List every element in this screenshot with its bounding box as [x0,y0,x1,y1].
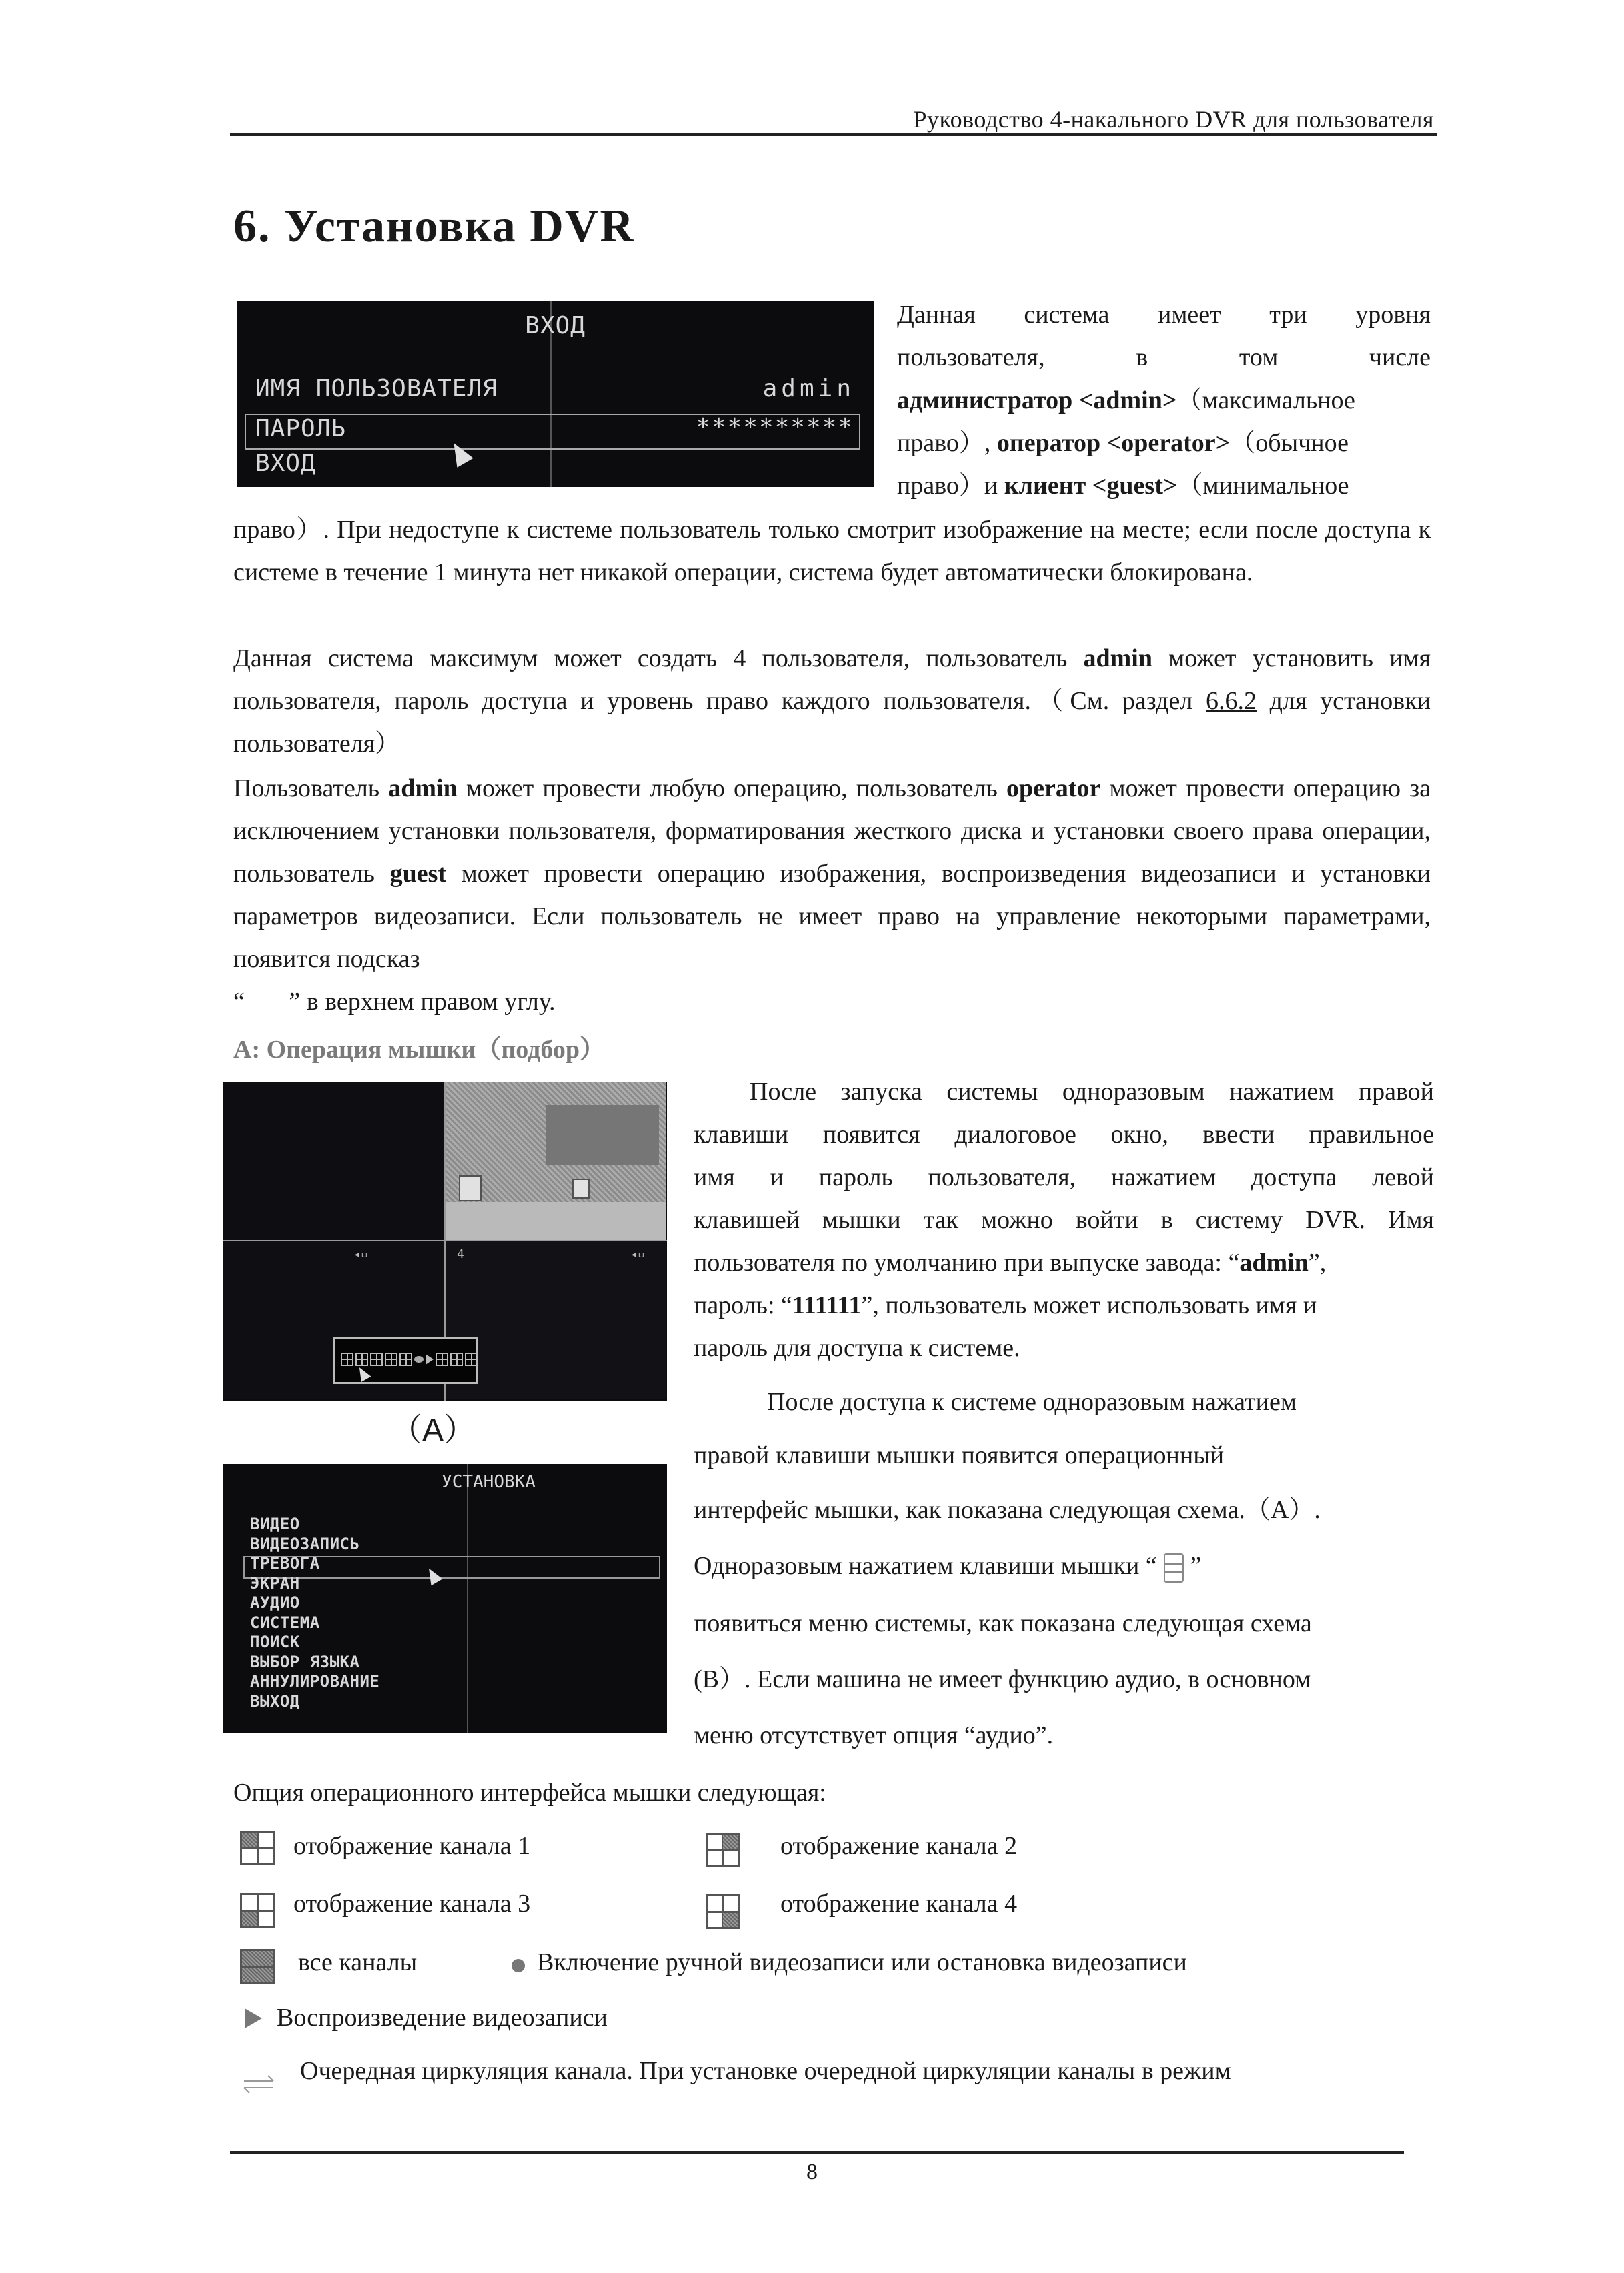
scene-object [572,1179,590,1199]
text: для установки пользователя） [233,687,1431,758]
text: пароль: “ [694,1291,792,1319]
scene-floor [446,1202,666,1240]
channel-4-view [446,1241,666,1399]
admin-role-desc: （максимальное [1176,386,1355,414]
menu-item: ЭКРАН [250,1573,300,1593]
scene-window [546,1105,659,1165]
text: ” [1190,1552,1202,1580]
intro-line-3 [897,379,1431,422]
admin-keyword: admin [388,774,458,802]
channel-1-view [223,1082,444,1240]
channel-2-camera-view [446,1082,666,1240]
menu-para-line-4 [694,1545,1434,1587]
login-para-line-6 [694,1284,1434,1327]
option-channel-3: отображение канала 3 [293,1889,531,1918]
username-value: admin [762,375,855,402]
menu-item: ВЫБОР ЯЗЫКА [250,1652,360,1671]
intro-line-4 [897,422,1431,464]
option-channel-4: отображение канала 4 [780,1889,1018,1918]
section-link[interactable]: 6.6.2 [1205,687,1257,715]
guest-keyword: guest [389,860,447,888]
text: ”, пользователь может использовать имя и [861,1291,1317,1319]
setup-title: УСТАНОВКА [442,1472,536,1492]
channel-2-icon [355,1353,368,1366]
screen-divider [467,1464,468,1733]
login-para-line-1 [720,1070,1434,1113]
option-channel-2: отображение канала 2 [780,1832,1018,1860]
text: Пользователь [233,774,389,802]
login-button: ВХОД [255,450,316,477]
text: пользователя по умолчанию при выпуске завода: “ [694,1249,1240,1277]
cycle-icon [241,2073,276,2096]
text: Одноразовым нажатием клавиши мышки “ [694,1552,1157,1580]
text: может установить имя пользователя, пароль доступа и уровень право каждого пользователя.（См. раздел [233,644,1431,715]
text: может провести операцию за исключением установки пользователя, форматирования жесткого диска и установки своего права операции, пользователь [233,774,1431,888]
menu-item: ВИДЕОЗАПИСЬ [250,1534,360,1553]
page-number: 8 [806,2160,818,2184]
menu-item: АУДИО [250,1593,300,1612]
menu-icon [436,1353,448,1366]
password-label: ПАРОЛЬ [255,415,347,442]
mouse-toolbar [333,1337,478,1384]
login-para-line-3: имя и пароль пользователя, нажатием доступа левой [694,1163,1434,1191]
operator-role-desc: （обычное [1230,429,1349,457]
record-icon [414,1356,424,1363]
text: может провести любую операцию, пользователь [457,774,1006,802]
option-cycle: Очередная циркуляция канала. При установке очередной циркуляции каналы в режим [300,2057,1231,2085]
operator-role: оператор <operator> [996,429,1231,457]
intro-line-2: пользователя, в том числе [897,343,1431,371]
record-icon [512,1959,525,1972]
menu-item: ПОИСК [250,1633,300,1651]
guest-role: клиент <guest> [1004,472,1178,500]
option-playback: Воспроизведение видеозаписи [277,2004,608,2032]
page-title: 6. Установка DVR [233,201,635,252]
menu-para-line-7: меню отсутствует опция “аудио”. [694,1721,1054,1749]
text: право）и [897,472,1004,500]
admin-keyword: admin [1083,644,1152,672]
login-title: ВХОД [525,312,586,339]
menu-item: СИСТЕМА [250,1613,320,1632]
menu-icon [450,1353,463,1366]
channel-1-icon [240,1831,275,1865]
text: После запуска системы одноразовым нажатием правой [750,1078,1434,1106]
channel-4-icon [385,1353,397,1366]
intro-line-1: Данная система имеет три уровня [897,301,1431,329]
scene-object [459,1175,482,1201]
option-channel-1: отображение канала 1 [293,1832,531,1860]
menu-para-line-1: После доступа к системе одноразовым нажатием [767,1388,1297,1416]
login-para-line-5 [694,1241,1447,1284]
rights-paragraph-end: “ ” в верхнем правом углу. [233,988,556,1016]
all-channels-icon [240,1949,275,1984]
cycle-icon [465,1353,478,1366]
footer-divider [230,2151,1404,2154]
text: может провести операцию изображения, воспроизведения видеозаписи и установки параметров видеозаписи. Если пользователь не имеет право на управление некоторыми параметрами, появится подсказ [233,860,1431,973]
option-record: Включение ручной видеозаписи или остановка видеозаписи [537,1948,1187,1976]
channel-1-icon [341,1353,353,1366]
default-username: admin [1239,1249,1309,1277]
all-channels-icon [399,1353,412,1366]
channel-3-icon [370,1353,383,1366]
menu-para-line-6: (B）. Если машина не имеет функцию аудио, в основном [694,1665,1311,1693]
running-header: Руководство 4-накального DVR для пользователя [913,106,1434,133]
channel-number: 4 [457,1247,464,1261]
menu-icon [1164,1553,1184,1583]
menu-para-line-3: интерфейс мышки, как показана следующая схема.（A）. [694,1496,1321,1524]
channel-2-icon [706,1833,740,1867]
username-label: ИМЯ ПОЛЬЗОВАТЕЛЯ [255,375,498,402]
menu-para-line-2: правой клавиши мышки появится операционный [694,1441,1225,1469]
text: ”, [1308,1249,1327,1277]
login-para-line-2: клавиши появится диалоговое окно, ввести правильное [694,1120,1434,1149]
login-screen-image [237,301,874,487]
default-password: 111111 [792,1291,862,1319]
login-para-line-4: клавишей мышки так можно войти в систему DVR. Имя [694,1206,1434,1234]
setup-menu-screen-image [223,1464,667,1733]
options-heading: Опция операционного интерфейса мышки следующая: [233,1779,826,1807]
password-value: ********** [696,414,854,441]
section-a-heading: A: Операция мышки（подбор） [233,1036,605,1064]
menu-item-selected: ТРЕВОГА [250,1554,320,1573]
option-all-channels: все каналы [298,1948,418,1976]
rights-paragraph [233,767,1431,980]
guest-role-desc: （минимальное [1177,472,1349,500]
menu-item: ВИДЕО [250,1515,300,1533]
text: право）, [897,429,997,457]
channel-3-icon [240,1893,275,1928]
channel-4-icon [706,1894,740,1929]
play-icon [245,2008,262,2028]
intro-continuation: право）. При недоступе к системе пользователь только смотрит изображение на месте; если после доступа к системе в течение 1 минута нет никакой операции, система будет автоматически блокирована. [233,516,1431,586]
intro-line-5 [897,464,1431,507]
users-paragraph [233,637,1431,765]
menu-item: ВЫХОД [250,1691,300,1711]
audio-icon: ◂▫ [630,1247,645,1261]
login-para-line-7: пароль для доступа к системе. [694,1334,1020,1362]
operator-keyword: operator [1006,774,1101,802]
text: Данная система максимум может создать 4 пользователя, пользователь [233,644,1084,672]
audio-icon: ◂▫ [353,1247,368,1261]
quad-view-screen-image [223,1082,667,1401]
admin-role: администратор <admin> [897,386,1177,414]
menu-para-line-5: появиться меню системы, как показана следующая схема [694,1609,1312,1637]
play-icon [426,1354,434,1365]
figure-a-caption: （A） [390,1413,476,1448]
header-divider [230,133,1437,136]
menu-item: АННУЛИРОВАНИЕ [250,1672,380,1691]
setup-menu-list [250,1515,379,1711]
